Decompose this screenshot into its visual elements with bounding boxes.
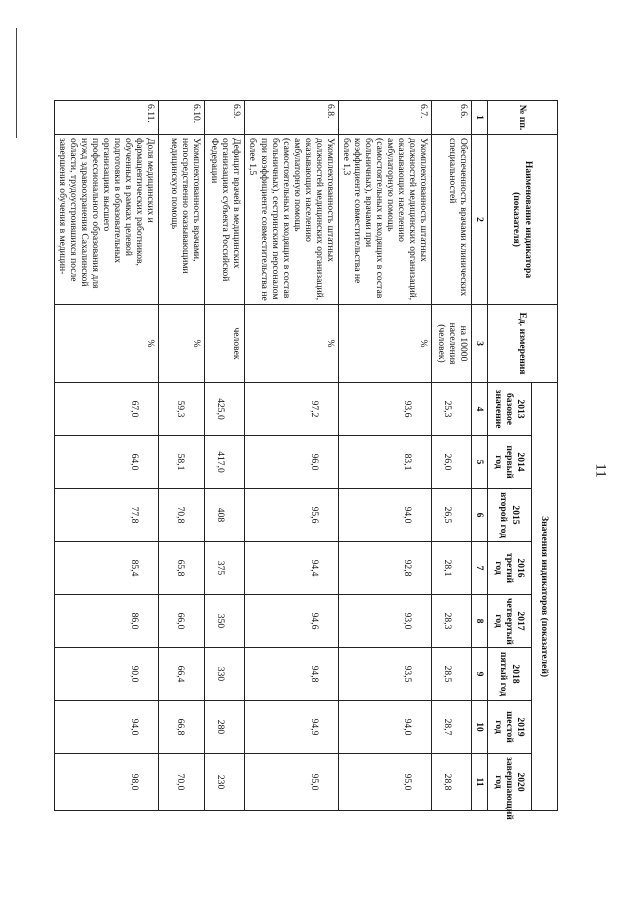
- value-cell: 375: [205, 542, 245, 595]
- column-number: 8: [471, 595, 487, 648]
- value-cell: 26,5: [431, 489, 471, 542]
- table-row: [55, 101, 159, 811]
- header-name: Наименование индикатора (показателя): [488, 135, 558, 305]
- row-number: 6.8.: [245, 101, 338, 135]
- value-cell: 93,0: [338, 595, 431, 648]
- value-cell: 64,0: [55, 436, 159, 489]
- header-year: 2020 завершающий год: [488, 754, 532, 811]
- value-cell: 95,0: [245, 754, 338, 811]
- row-number: 6.7.: [338, 101, 431, 135]
- value-cell: 425,0: [205, 383, 245, 436]
- value-cell: 93,5: [338, 648, 431, 701]
- unit: человек: [205, 305, 245, 383]
- indicator-name: Укомплектованность штатных должностей медицинских организаций, оказывающих населению амбулаторную помощь (самостоятельных и входящих в состав больничных), сестринским персоналом при коэффициенте совместительства не более 1,5: [245, 135, 338, 305]
- value-cell: 94,6: [245, 595, 338, 648]
- indicator-name: Укомплектованность врачами, непосредственно оказывающими медицинскую помощь: [159, 135, 205, 305]
- row-number: 6.6.: [431, 101, 471, 135]
- value-cell: 28,3: [431, 595, 471, 648]
- row-number: 6.10.: [159, 101, 205, 135]
- row-number: 6.9.: [205, 101, 245, 135]
- table-row: [205, 101, 245, 811]
- value-cell: 94,8: [245, 648, 338, 701]
- indicator-name: Доля медицинских и фармацевтических работников, обученных в рамках целевой подготовки в образовательных организациях высшего профессионального образования для нужд здравоохранения Сахалинской области, трудоустроившихся после завершения обучения в медицин-: [55, 135, 159, 305]
- value-cell: 94,0: [55, 701, 159, 754]
- value-cell: 77,8: [55, 489, 159, 542]
- value-cell: 28,8: [431, 754, 471, 811]
- value-cell: 350: [205, 595, 245, 648]
- value-cell: 94,4: [245, 542, 338, 595]
- column-number: 5: [471, 436, 487, 489]
- value-cell: 94,0: [338, 701, 431, 754]
- margin-rule: [16, 28, 17, 138]
- column-number: 11: [471, 754, 487, 811]
- value-cell: 70,8: [159, 489, 205, 542]
- value-cell: 66,8: [159, 701, 205, 754]
- value-cell: 25,3: [431, 383, 471, 436]
- value-cell: 65,8: [159, 542, 205, 595]
- column-number: 1: [471, 101, 487, 135]
- value-cell: 28,5: [431, 648, 471, 701]
- value-cell: 70,0: [159, 754, 205, 811]
- indicator-name: Укомплектованность штатных должностей медицинских организаций, оказывающих населению амбулаторную помощь (самостоятельных и входящих в состав больничных), врачами при коэффициенте совместительства не более 1,3: [338, 135, 431, 305]
- value-cell: 28,1: [431, 542, 471, 595]
- table-row: [159, 101, 205, 811]
- value-cell: 95,6: [245, 489, 338, 542]
- value-cell: 94,9: [245, 701, 338, 754]
- value-cell: 59,3: [159, 383, 205, 436]
- row-number: 6.11.: [55, 101, 159, 135]
- table-row: [338, 101, 431, 811]
- value-cell: 67,0: [55, 383, 159, 436]
- header-year: 2019 шестой год: [488, 701, 532, 754]
- header-year: 2015 второй год: [488, 489, 532, 542]
- indicator-name: Обеспеченность врачами клинических специальностей: [431, 135, 471, 305]
- value-cell: 97,2: [245, 383, 338, 436]
- value-cell: 90,0: [55, 648, 159, 701]
- value-cell: 330: [205, 648, 245, 701]
- header-unit: Ед. измерения: [488, 305, 558, 383]
- rotated-table-container: [57, 100, 558, 820]
- value-cell: 93,6: [338, 383, 431, 436]
- unit: %: [159, 305, 205, 383]
- header-year: 2017 четвертый год: [488, 595, 532, 648]
- column-number: 2: [471, 135, 487, 305]
- table-row: [245, 101, 338, 811]
- unit: %: [55, 305, 159, 383]
- column-number: 7: [471, 542, 487, 595]
- header-year: 2013 базовое значение: [488, 383, 532, 436]
- value-cell: 94,0: [338, 489, 431, 542]
- column-number: 3: [471, 305, 487, 383]
- unit: %: [245, 305, 338, 383]
- value-cell: 86,0: [55, 595, 159, 648]
- value-cell: 26,0: [431, 436, 471, 489]
- value-cell: 417,0: [205, 436, 245, 489]
- value-cell: 85,4: [55, 542, 159, 595]
- header-year: 2018 пятый год: [488, 648, 532, 701]
- unit: на 10000 населения (человек): [431, 305, 471, 383]
- value-cell: 28,7: [431, 701, 471, 754]
- value-cell: 58,1: [159, 436, 205, 489]
- table-row: [431, 101, 471, 811]
- value-cell: 98,0: [55, 754, 159, 811]
- unit: %: [338, 305, 431, 383]
- value-cell: 230: [205, 754, 245, 811]
- column-number: 9: [471, 648, 487, 701]
- value-cell: 408: [205, 489, 245, 542]
- indicators-table: [54, 100, 558, 820]
- header-no: № пп.: [488, 101, 558, 135]
- value-cell: 280: [205, 701, 245, 754]
- column-number: 4: [471, 383, 487, 436]
- value-cell: 96,0: [245, 436, 338, 489]
- value-cell: 66,4: [159, 648, 205, 701]
- value-cell: 92,8: [338, 542, 431, 595]
- header-year: 2016 третий год: [488, 542, 532, 595]
- value-cell: 66,0: [159, 595, 205, 648]
- header-year: 2014 первый год: [488, 436, 532, 489]
- indicator-name: Дефицит врачей в медицинских организациях субъекта Российской Федерации: [205, 135, 245, 305]
- value-cell: 95,0: [338, 754, 431, 811]
- page-number: 11: [592, 463, 609, 478]
- column-number: 6: [471, 489, 487, 542]
- value-cell: 83,1: [338, 436, 431, 489]
- header-values-group: Значения индикаторов (показателей): [532, 383, 558, 811]
- column-number: 10: [471, 701, 487, 754]
